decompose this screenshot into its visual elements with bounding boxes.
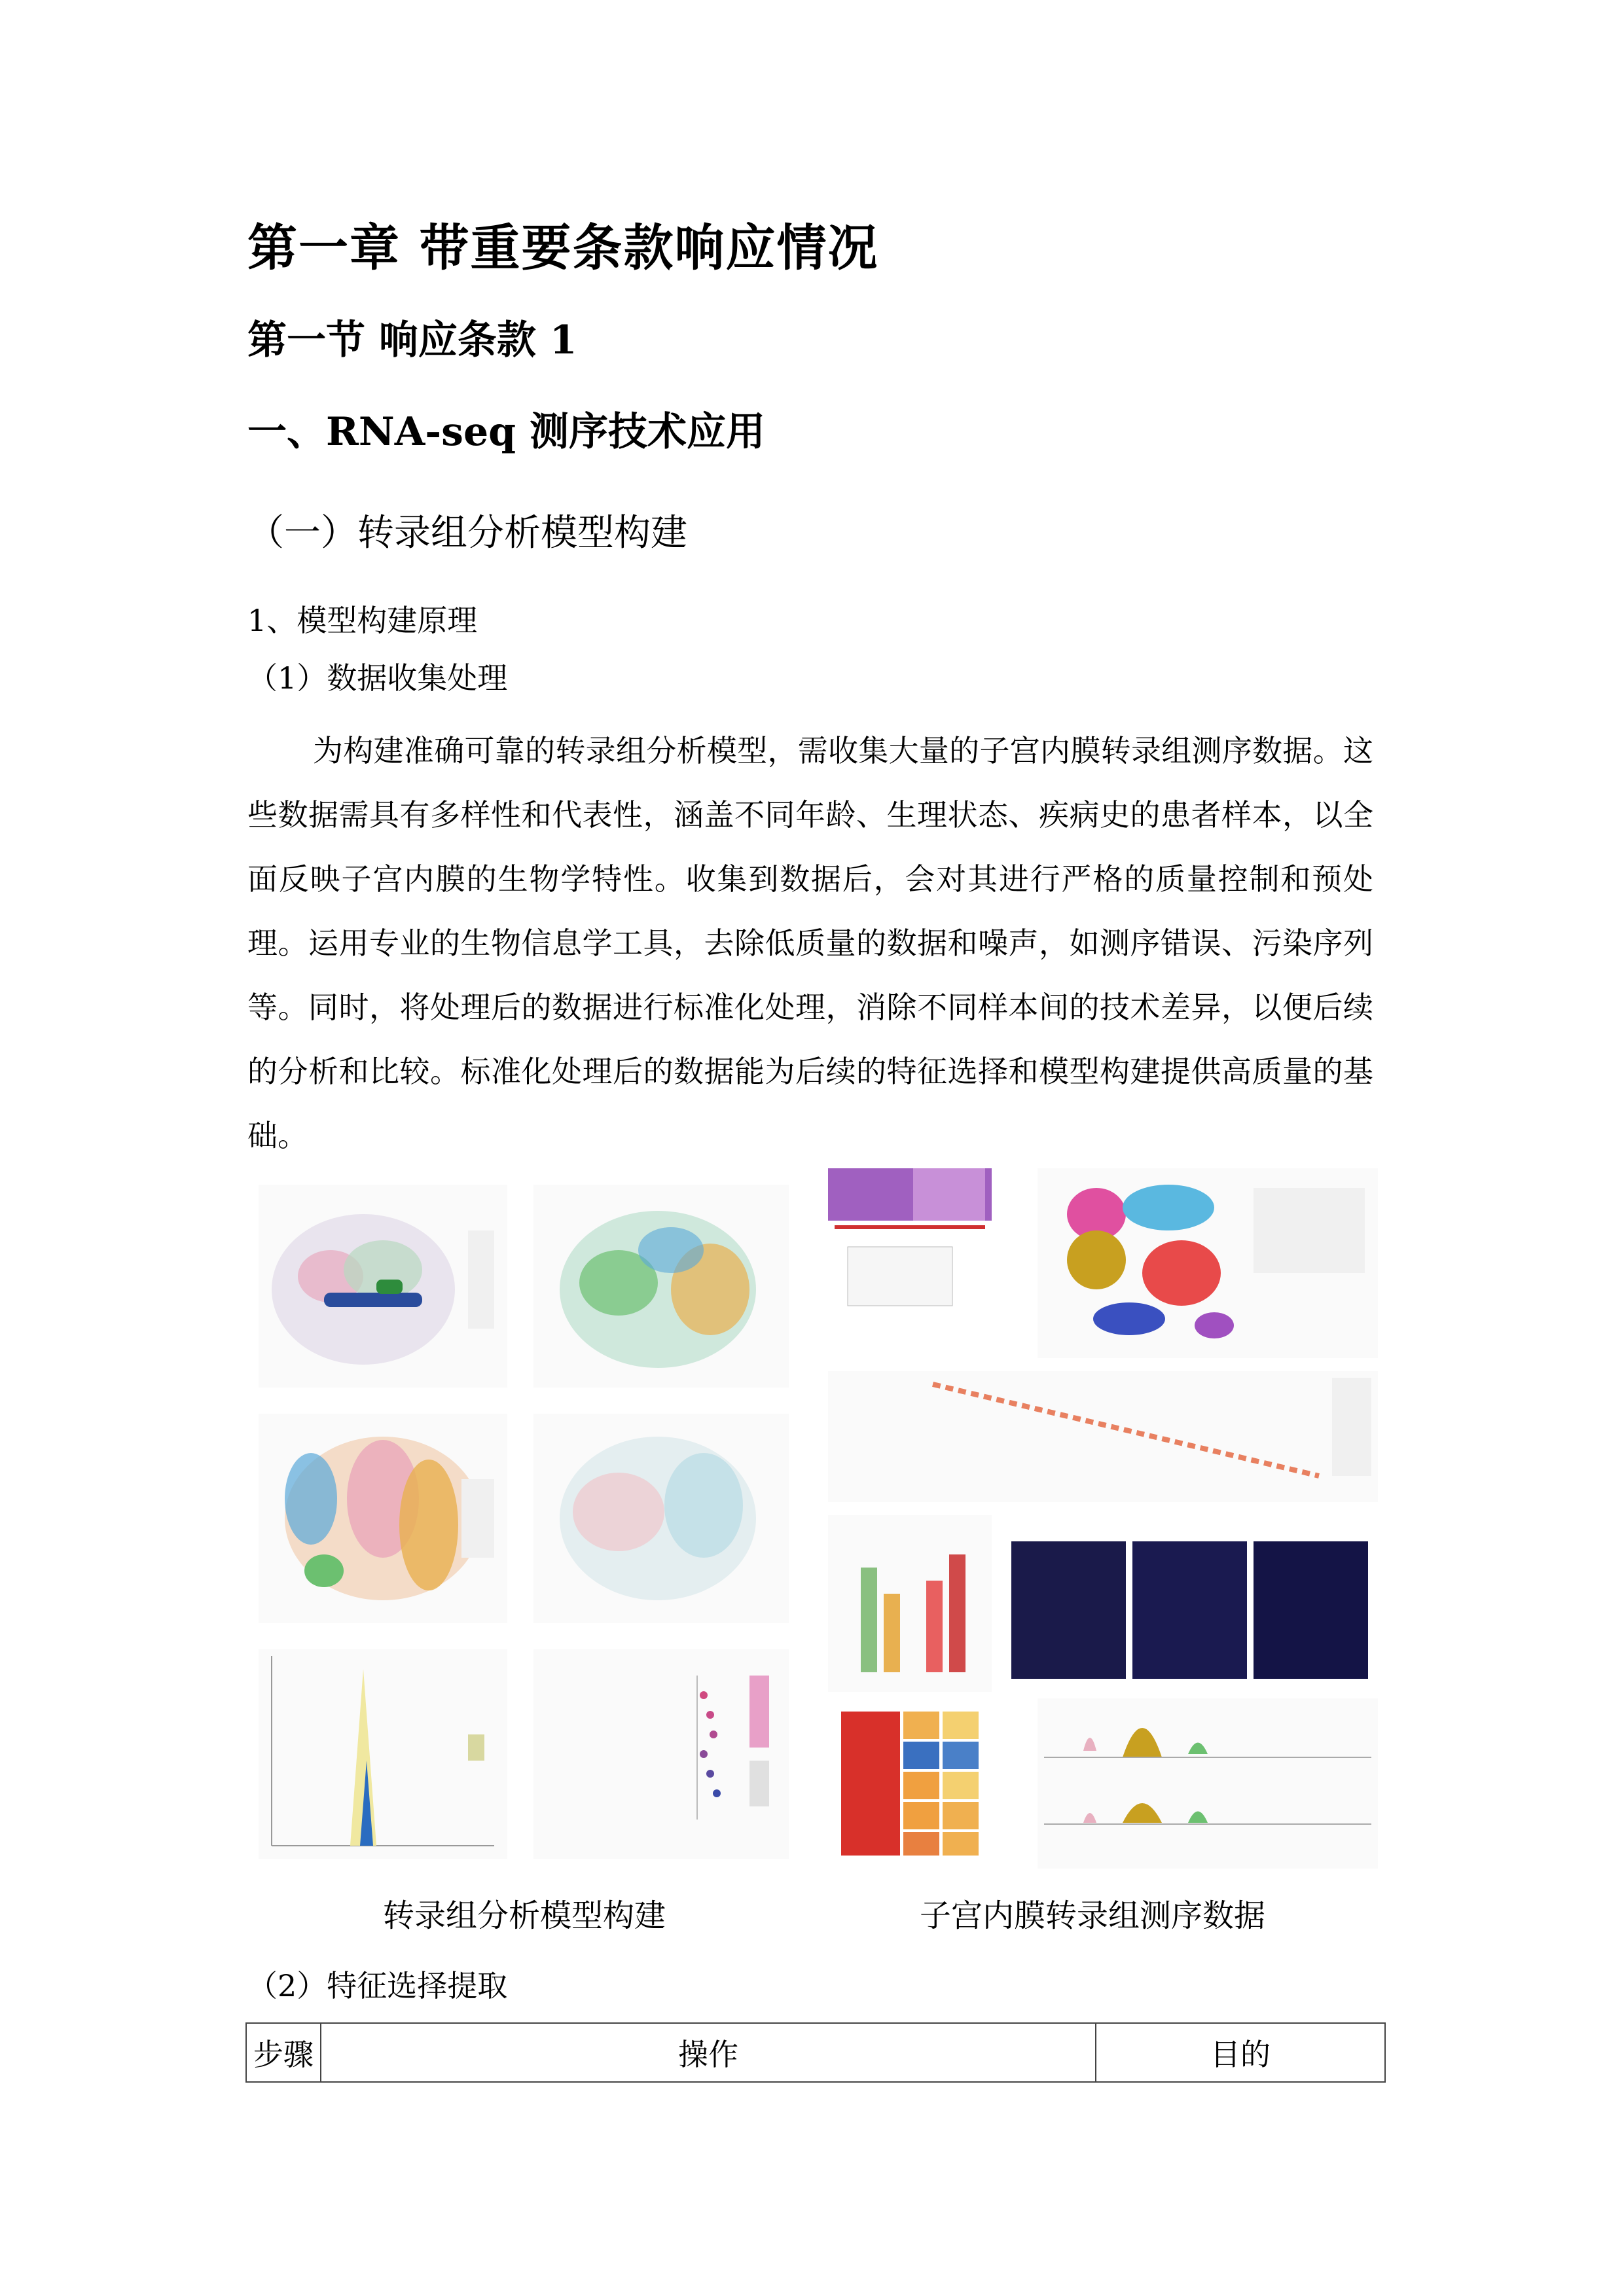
enrichment-dot-plot-panel <box>533 1649 789 1859</box>
bar-chart-panel <box>828 1515 992 1692</box>
table-header-purpose: 目的 <box>1096 2023 1385 2082</box>
volcano-plot-panel <box>259 1649 507 1859</box>
body-paragraph: 为构建准确可靠的转录组分析模型，需收集大量的子宫内膜转录组测序数据。这些数据需具有多样性和代表性，涵盖不同年龄、生理状态、疾病史的患者样本，以全面反映子宫内膜的生物学特性。收集到数据后，会对其进行严格的质量控制和预处理。运用专业的生物信息学工具，去除低质量的数据和噪声，如测序错误、污染序列等。同时，将处理后的数据进行标准化处理，消除不同样本间的技术差异，以便后续的分析和比较。标准化处理后的数据能为后续的特征选择和模型构建提供高质量的基础。 <box>247 733 1373 1153</box>
item-title: 1、模型构建原理 <box>247 603 478 638</box>
item-subtitle-data-collection: （1）数据收集处理 <box>247 660 508 696</box>
umap-panel-a <box>259 1185 507 1388</box>
figure-right-sequencing-composite <box>821 1162 1384 1875</box>
figure-left-caption: 转录组分析模型构建 <box>383 1897 666 1934</box>
table-header-step: 步骤 <box>246 2023 321 2082</box>
subsection-title: 一、RNA-seq 测序技术应用 <box>247 409 765 455</box>
violin-plot-panel <box>1038 1698 1378 1869</box>
heatmap-panel <box>841 1712 979 1856</box>
tsne-cluster-panel <box>1038 1168 1378 1358</box>
marker-dot-matrix-panel <box>828 1371 1378 1502</box>
umap-panel-b <box>533 1185 789 1388</box>
umap-panel-c <box>259 1414 507 1623</box>
section-title: 第一节 响应条款 1 <box>247 317 577 363</box>
umap-panel-d <box>533 1414 789 1623</box>
fluorescence-image-panel <box>1011 1541 1368 1679</box>
figure-right-caption: 子宫内膜转录组测序数据 <box>920 1897 1266 1934</box>
histology-panel <box>828 1168 992 1306</box>
feature-selection-table <box>245 2022 1386 2083</box>
sub-subsection-title: （一）转录组分析模型构建 <box>247 512 687 554</box>
table-header-row <box>246 2023 1385 2082</box>
figure-left-umap-composite <box>252 1172 802 1865</box>
chapter-title: 第一章 带重要条款响应情况 <box>247 219 879 277</box>
table-header-operation: 操作 <box>321 2023 1096 2082</box>
item-subtitle-feature-selection: （2）特征选择提取 <box>247 1968 508 2003</box>
